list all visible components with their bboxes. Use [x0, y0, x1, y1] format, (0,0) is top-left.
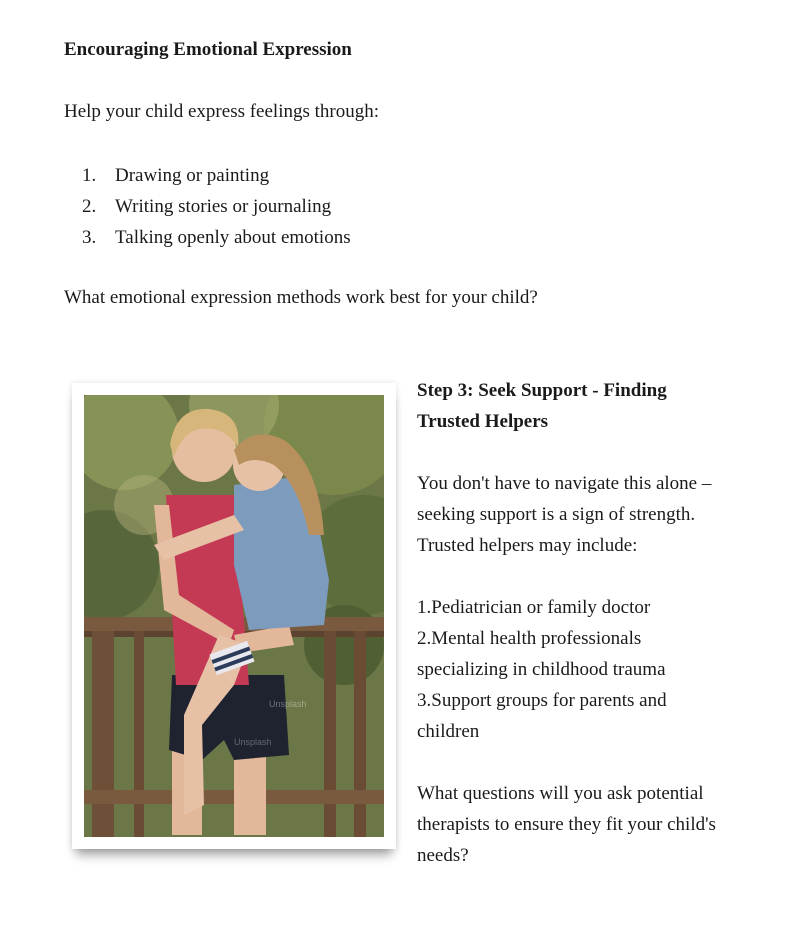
step3-question-line2: therapists to ensure they fit your child's: [417, 814, 716, 835]
step3-paragraph-line3: Trusted helpers may include:: [417, 535, 638, 556]
reflection-question: What emotional expression methods work best for your child?: [64, 287, 538, 308]
helper-list-line: children: [417, 721, 480, 742]
list-item: [64, 222, 351, 253]
list-item-text: Talking openly about emotions: [115, 227, 351, 248]
step3-heading-line2: Trusted Helpers: [417, 411, 549, 432]
list-item: [64, 160, 351, 191]
photo-frame: [72, 383, 396, 849]
step3-question-line1: What questions will you ask potential: [417, 783, 704, 804]
list-item: [64, 191, 351, 222]
list-item-number: 2.: [82, 196, 97, 217]
list-item-text: Writing stories or journaling: [115, 196, 332, 217]
photo-illustration: [84, 395, 384, 837]
expression-methods-list: [64, 160, 351, 253]
list-item-text: Drawing or painting: [115, 165, 270, 186]
helper-list-line: specializing in childhood trauma: [417, 659, 666, 680]
step3-heading-line1: Step 3: Seek Support - Finding: [417, 380, 667, 401]
section-title: Encouraging Emotional Expression: [64, 39, 352, 60]
intro-text: Help your child express feelings through:: [64, 101, 380, 122]
list-item-number: 1.: [82, 165, 97, 186]
mother-hugging-child-photo: [84, 395, 384, 837]
step3-question-line3: needs?: [417, 845, 469, 866]
step3-paragraph-line1: You don't have to navigate this alone –: [417, 473, 712, 494]
step3-paragraph-line2: seeking support is a sign of strength.: [417, 504, 696, 525]
list-item-number: 3.: [82, 227, 97, 248]
step3-column: [417, 375, 747, 871]
photo-watermark: Unsplash: [269, 699, 307, 709]
helper-list-line: 2.Mental health professionals: [417, 628, 642, 649]
helper-list-line: 3.Support groups for parents and: [417, 690, 667, 711]
photo-watermark: Unsplash: [234, 737, 272, 747]
helper-list-line: 1.Pediatrician or family doctor: [417, 597, 651, 618]
